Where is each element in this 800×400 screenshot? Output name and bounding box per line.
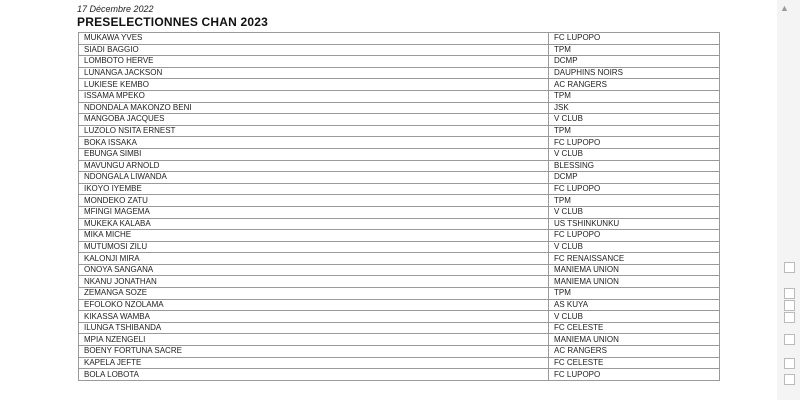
player-club-cell: V CLUB <box>549 311 720 323</box>
player-club-cell: US TSHINKUNKU <box>549 218 720 230</box>
player-club-cell: FC LUPOPO <box>549 183 720 195</box>
player-name-cell: ISSAMA MPEKO <box>79 90 549 102</box>
table-row <box>79 172 720 184</box>
table-row <box>79 357 720 369</box>
player-name-cell: EFOLOKO NZOLAMA <box>79 299 549 311</box>
player-name-cell: MONDEKO ZATU <box>79 195 549 207</box>
table-row <box>79 241 720 253</box>
side-scrollbar[interactable] <box>777 0 800 400</box>
players-table-body <box>79 33 720 381</box>
player-name-cell: LUNANGA JACKSON <box>79 67 549 79</box>
table-row <box>79 137 720 149</box>
table-row <box>79 230 720 242</box>
player-club-cell: FC RENAISSANCE <box>549 253 720 265</box>
table-row <box>79 276 720 288</box>
table-row <box>79 288 720 300</box>
player-name-cell: MUKAWA YVES <box>79 33 549 45</box>
player-club-cell: FC LUPOPO <box>549 369 720 381</box>
table-row <box>79 253 720 265</box>
player-club-cell: FC LUPOPO <box>549 230 720 242</box>
player-club-cell: BLESSING <box>549 160 720 172</box>
table-row <box>79 90 720 102</box>
player-club-cell: DCMP <box>549 172 720 184</box>
player-club-cell: V CLUB <box>549 206 720 218</box>
player-club-cell: DAUPHINS NOIRS <box>549 67 720 79</box>
table-row <box>79 56 720 68</box>
player-name-cell: MUTUMOSI ZILU <box>79 241 549 253</box>
player-name-cell: NKANU JONATHAN <box>79 276 549 288</box>
table-row <box>79 299 720 311</box>
table-row <box>79 195 720 207</box>
player-club-cell: AC RANGERS <box>549 346 720 358</box>
player-club-cell: TPM <box>549 288 720 300</box>
player-club-cell: FC CELESTE <box>549 357 720 369</box>
player-name-cell: KAPELA JEFTE <box>79 357 549 369</box>
player-club-cell: TPM <box>549 44 720 56</box>
player-name-cell: SIADI BAGGIO <box>79 44 549 56</box>
player-name-cell: MUKEKA KALABA <box>79 218 549 230</box>
table-row <box>79 125 720 137</box>
player-name-cell: BOLA LOBOTA <box>79 369 549 381</box>
table-row <box>79 334 720 346</box>
table-row <box>79 369 720 381</box>
table-row <box>79 114 720 126</box>
table-row <box>79 33 720 45</box>
player-club-cell: V CLUB <box>549 148 720 160</box>
table-row <box>79 264 720 276</box>
player-club-cell: TPM <box>549 90 720 102</box>
table-row <box>79 148 720 160</box>
table-row <box>79 67 720 79</box>
player-name-cell: MANGOBA JACQUES <box>79 114 549 126</box>
player-name-cell: BOKA ISSAKA <box>79 137 549 149</box>
player-club-cell: MANIEMA UNION <box>549 276 720 288</box>
player-name-cell: MIKA MICHE <box>79 230 549 242</box>
table-row <box>79 206 720 218</box>
player-club-cell: AC RANGERS <box>549 79 720 91</box>
page-thumbnail-icon[interactable] <box>784 288 795 299</box>
player-club-cell: FC CELESTE <box>549 322 720 334</box>
page-thumbnail-icon[interactable] <box>784 312 795 323</box>
player-name-cell: MAVUNGU ARNOLD <box>79 160 549 172</box>
page-thumbnail-icon[interactable] <box>784 262 795 273</box>
page-thumbnail-icon[interactable] <box>784 374 795 385</box>
player-club-cell: FC LUPOPO <box>549 33 720 45</box>
player-name-cell: MFINGI MAGEMA <box>79 206 549 218</box>
player-club-cell: AS KUYA <box>549 299 720 311</box>
player-club-cell: TPM <box>549 195 720 207</box>
player-name-cell: BOENY FORTUNA SACRE <box>79 346 549 358</box>
table-row <box>79 183 720 195</box>
scroll-up-icon[interactable]: ▲ <box>780 3 789 13</box>
page-thumbnail-icon[interactable] <box>784 358 795 369</box>
document-date: 17 Décembre 2022 <box>77 4 154 14</box>
table-row <box>79 160 720 172</box>
player-name-cell: ILUNGA TSHIBANDA <box>79 322 549 334</box>
page-thumbnail-icon[interactable] <box>784 300 795 311</box>
table-row <box>79 218 720 230</box>
player-name-cell: NDONGALA LIWANDA <box>79 172 549 184</box>
player-name-cell: KALONJI MIRA <box>79 253 549 265</box>
player-name-cell: LUKIESE KEMBO <box>79 79 549 91</box>
player-name-cell: NDONDALA MAKONZO BENI <box>79 102 549 114</box>
table-row <box>79 102 720 114</box>
player-club-cell: TPM <box>549 125 720 137</box>
player-name-cell: KIKASSA WAMBA <box>79 311 549 323</box>
table-row <box>79 346 720 358</box>
table-row <box>79 322 720 334</box>
document-title: PRESELECTIONNES CHAN 2023 <box>77 15 269 29</box>
players-table <box>78 32 720 381</box>
player-club-cell: JSK <box>549 102 720 114</box>
player-name-cell: EBUNGA SIMBI <box>79 148 549 160</box>
player-name-cell: LOMBOTO HERVE <box>79 56 549 68</box>
table-row <box>79 44 720 56</box>
player-name-cell: IKOYO IYEMBE <box>79 183 549 195</box>
player-club-cell: V CLUB <box>549 114 720 126</box>
player-club-cell: V CLUB <box>549 241 720 253</box>
player-name-cell: ONOYA SANGANA <box>79 264 549 276</box>
player-club-cell: MANIEMA UNION <box>549 334 720 346</box>
player-club-cell: FC LUPOPO <box>549 137 720 149</box>
page-thumbnail-icon[interactable] <box>784 334 795 345</box>
table-row <box>79 79 720 91</box>
player-club-cell: MANIEMA UNION <box>549 264 720 276</box>
player-name-cell: LUZOLO NSITA ERNEST <box>79 125 549 137</box>
table-row <box>79 311 720 323</box>
player-name-cell: MPIA NZENGELI <box>79 334 549 346</box>
player-club-cell: DCMP <box>549 56 720 68</box>
player-name-cell: ZEMANGA SOZE <box>79 288 549 300</box>
